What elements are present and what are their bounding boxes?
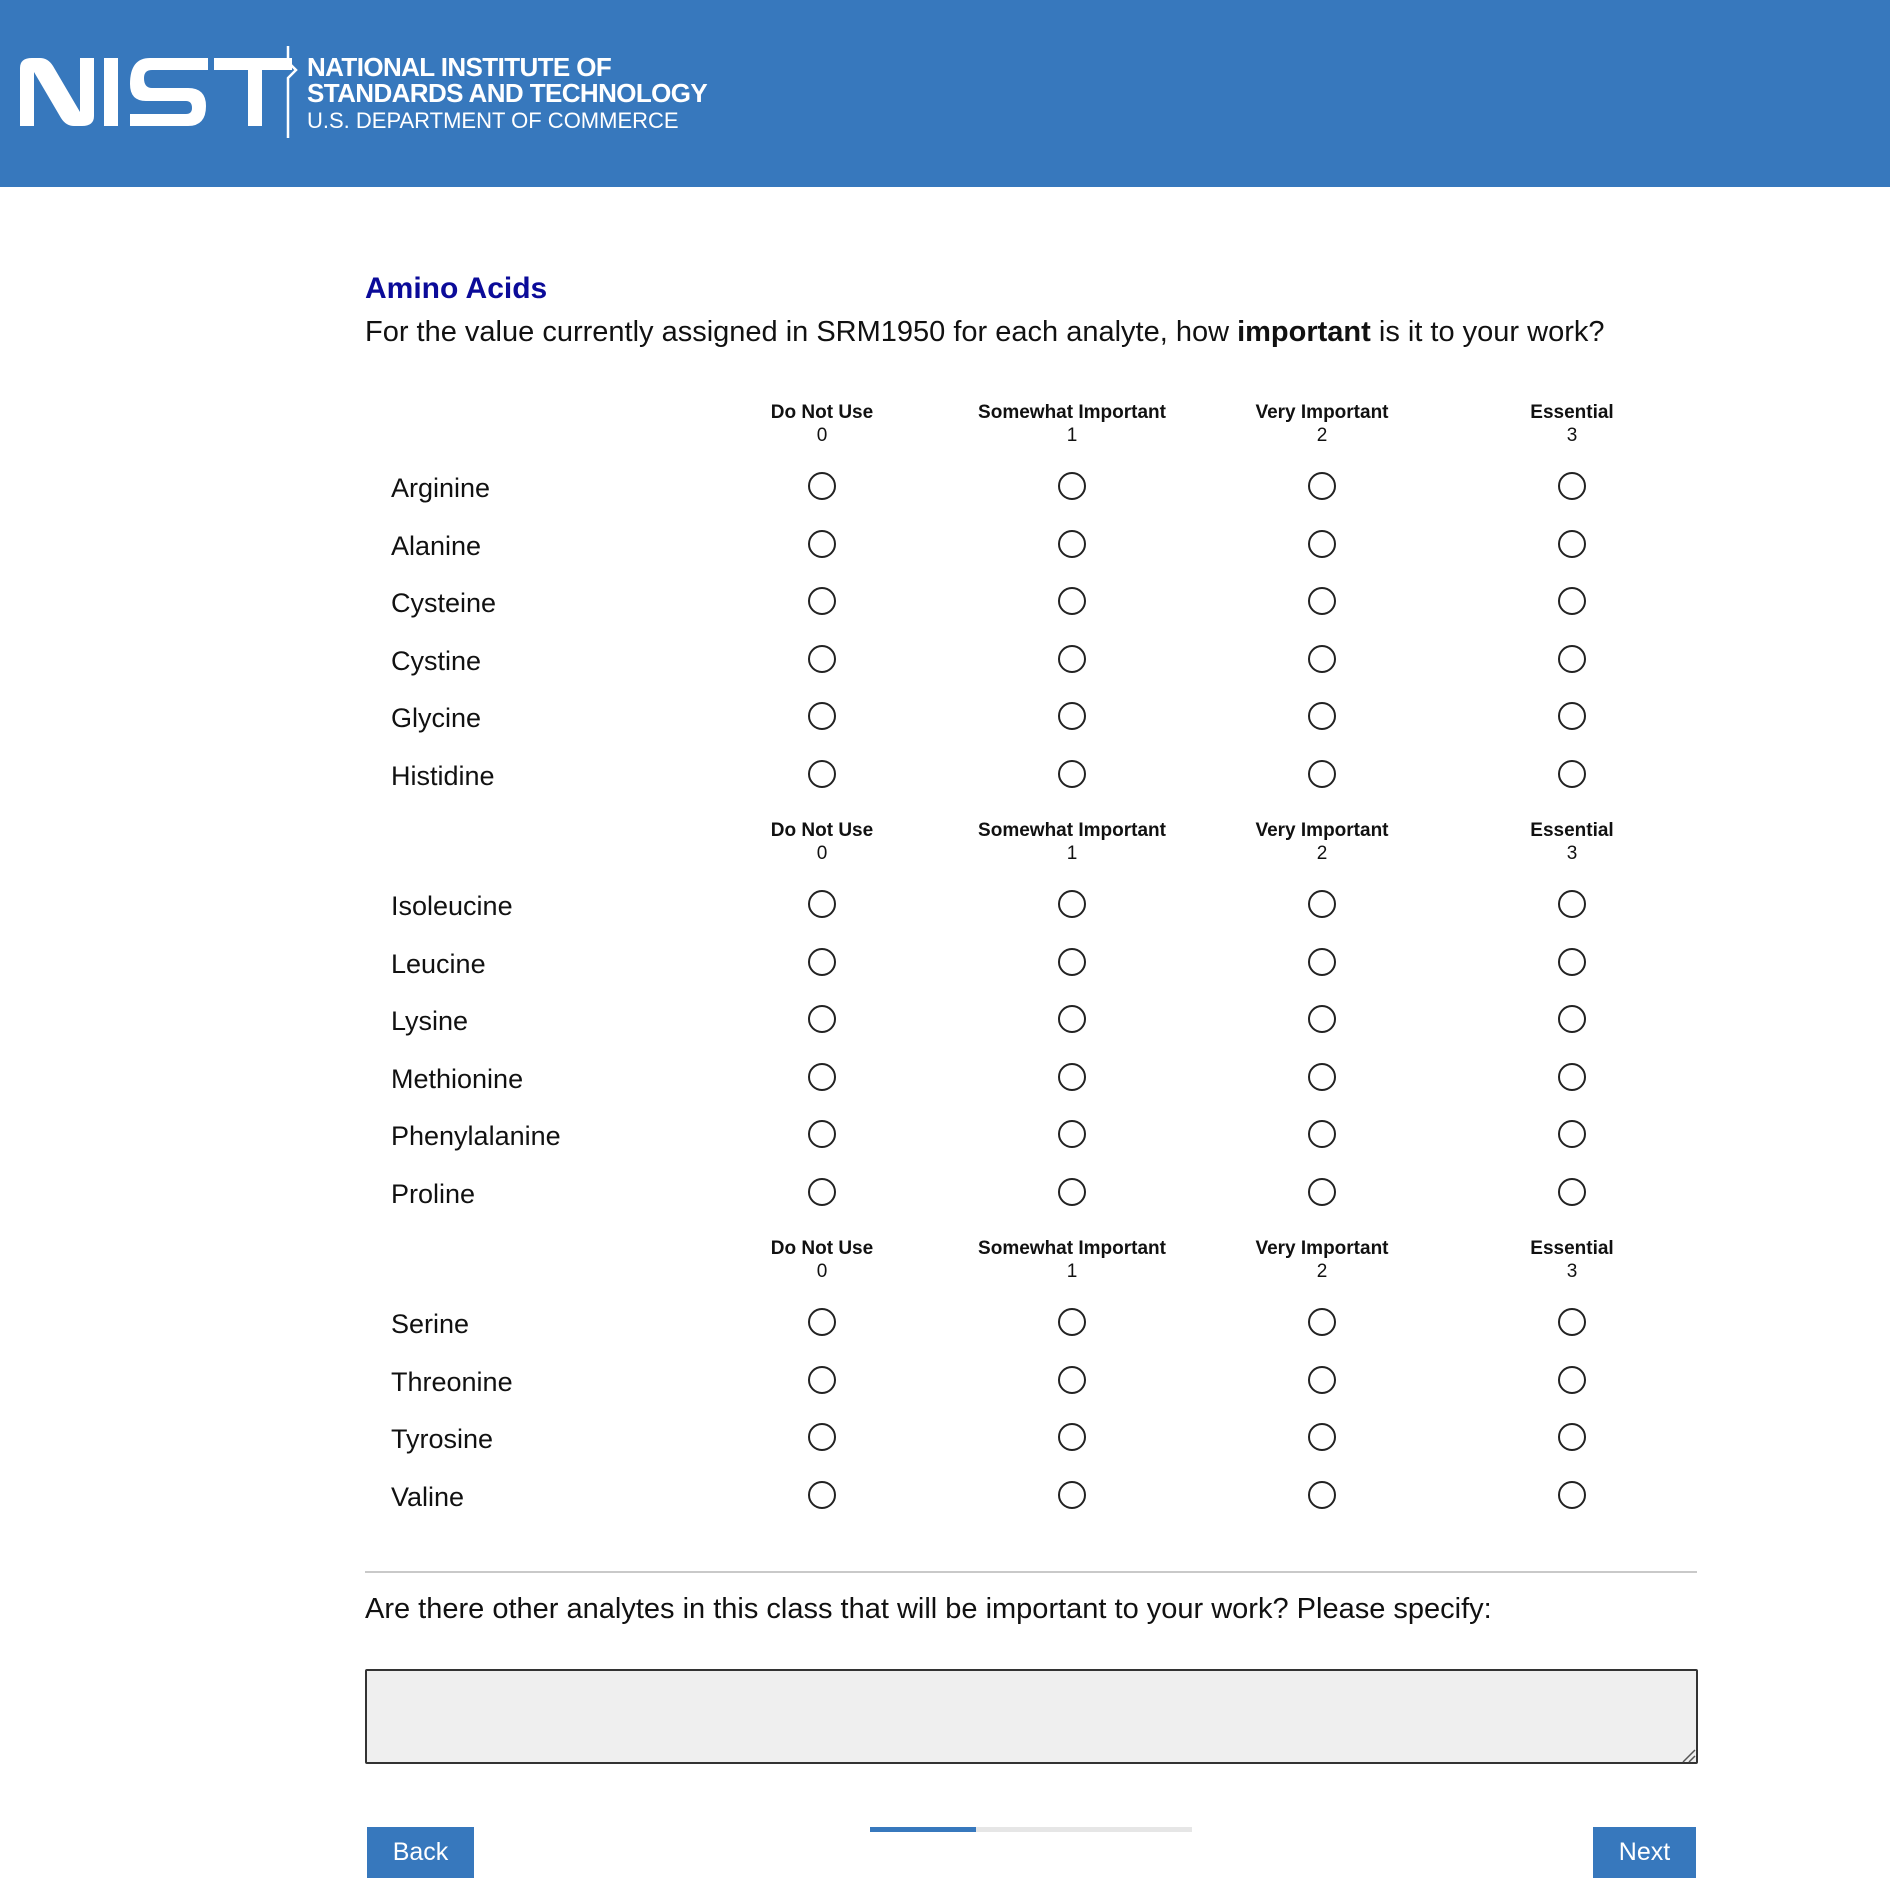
analyte-label: Proline	[391, 1179, 476, 1209]
other-analytes-input[interactable]	[365, 1669, 1698, 1764]
analyte-label: Isoleucine	[391, 891, 513, 921]
analyte-label: Valine	[391, 1481, 465, 1512]
rating-radio[interactable]	[808, 1481, 836, 1509]
column-header-value: 0	[816, 425, 828, 446]
question-prefix: For the value currently assigned in SRM1950 for each analyte, how	[365, 316, 1238, 348]
column-header-label: Do Not Use	[770, 1238, 874, 1259]
progress-bar-fill	[870, 1827, 976, 1832]
rating-radio[interactable]	[1558, 1005, 1586, 1033]
agency-name	[307, 54, 707, 133]
column-header-label: Do Not Use	[770, 402, 874, 423]
progress-bar	[870, 1827, 1192, 1832]
rating-radio[interactable]	[1058, 1423, 1086, 1451]
rating-radio[interactable]	[1558, 1063, 1586, 1091]
analyte-label: Methionine	[391, 1063, 524, 1094]
rating-radio[interactable]	[808, 702, 836, 730]
analyte-label: Phenylalanine	[391, 1121, 561, 1152]
column-header-value: 2	[1316, 1261, 1328, 1282]
rating-radio[interactable]	[1058, 760, 1086, 788]
rating-radio[interactable]	[1308, 890, 1336, 918]
rating-radio[interactable]	[1558, 1308, 1586, 1336]
rating-radio[interactable]	[1558, 645, 1586, 673]
rating-radio[interactable]	[1058, 1481, 1086, 1509]
rating-radio[interactable]	[1308, 1423, 1336, 1451]
nist-logo	[18, 42, 300, 142]
column-header	[1442, 1237, 1702, 1283]
question-emphasis: important	[1237, 316, 1371, 348]
column-header-label: Very Important	[1255, 820, 1389, 841]
column-header-label: Very Important	[1255, 1238, 1389, 1259]
rating-radio[interactable]	[1058, 645, 1086, 673]
analyte-label: Tyrosine	[391, 1424, 494, 1455]
rating-radio[interactable]	[1558, 890, 1586, 918]
rating-radio[interactable]	[1558, 472, 1586, 500]
rating-radio[interactable]	[1558, 1366, 1586, 1394]
rating-radio[interactable]	[808, 890, 836, 918]
question-text	[365, 316, 1605, 349]
agency-line-1: NATIONAL INSTITUTE OF	[307, 52, 612, 82]
rating-radio[interactable]	[1308, 702, 1336, 730]
rating-radio[interactable]	[1308, 1120, 1336, 1148]
rating-radio[interactable]	[808, 645, 836, 673]
rating-radio[interactable]	[808, 760, 836, 788]
resize-grip-icon[interactable]	[1680, 1747, 1696, 1763]
rating-radio[interactable]	[808, 948, 836, 976]
rating-radio[interactable]	[1058, 1366, 1086, 1394]
rating-radio[interactable]	[808, 530, 836, 558]
rating-radio[interactable]	[808, 1423, 836, 1451]
section-title: Amino Acids	[365, 272, 548, 305]
other-analytes-question: Are there other analytes in this class that will be important to your work? Please specify:	[365, 1593, 1492, 1625]
rating-radio[interactable]	[1308, 1063, 1336, 1091]
column-header-value: 3	[1566, 425, 1578, 446]
next-button[interactable]: Next	[1593, 1827, 1696, 1878]
column-header	[942, 819, 1202, 865]
column-header-value: 1	[1066, 843, 1078, 864]
rating-radio[interactable]	[808, 1120, 836, 1148]
rating-radio[interactable]	[1558, 702, 1586, 730]
section-divider	[365, 1571, 1697, 1573]
column-header-value: 1	[1066, 425, 1078, 446]
rating-radio[interactable]	[1058, 530, 1086, 558]
analyte-label: Cysteine	[391, 588, 497, 619]
analyte-label: Glycine	[391, 703, 482, 734]
rating-radio[interactable]	[1058, 1308, 1086, 1336]
rating-radio[interactable]	[1558, 587, 1586, 615]
rating-radio[interactable]	[1308, 1005, 1336, 1033]
rating-radio[interactable]	[1058, 1120, 1086, 1148]
site-header	[0, 0, 1890, 187]
rating-radio[interactable]	[1558, 1178, 1586, 1206]
column-header-label: Somewhat Important	[978, 1238, 1166, 1259]
column-header-value: 1	[1066, 1261, 1078, 1282]
rating-radio[interactable]	[808, 472, 836, 500]
rating-radio[interactable]	[808, 1178, 836, 1206]
column-header	[1442, 401, 1702, 447]
analyte-label: Leucine	[391, 948, 486, 979]
rating-radio[interactable]	[1308, 1308, 1336, 1336]
analyte-label: Cystine	[391, 645, 482, 676]
rating-radio[interactable]	[1558, 1481, 1586, 1509]
analyte-label: Histidine	[391, 761, 495, 791]
analyte-label: Threonine	[391, 1366, 513, 1397]
rating-radio[interactable]	[808, 1063, 836, 1091]
column-header	[942, 1237, 1202, 1283]
rating-radio[interactable]	[1058, 948, 1086, 976]
rating-radio[interactable]	[1308, 530, 1336, 558]
agency-line-2: STANDARDS AND TECHNOLOGY	[307, 78, 708, 108]
rating-radio[interactable]	[1308, 948, 1336, 976]
column-header	[1192, 1237, 1452, 1283]
rating-radio[interactable]	[1558, 948, 1586, 976]
question-suffix: is it to your work?	[1370, 316, 1605, 348]
rating-radio[interactable]	[1058, 1005, 1086, 1033]
analyte-label: Serine	[391, 1309, 470, 1339]
rating-radio[interactable]	[1058, 890, 1086, 918]
analyte-label: Lysine	[391, 1006, 469, 1037]
rating-radio[interactable]	[1308, 1366, 1336, 1394]
rating-radio[interactable]	[1308, 587, 1336, 615]
column-header	[692, 401, 952, 447]
column-header	[692, 819, 952, 865]
rating-radio[interactable]	[1308, 645, 1336, 673]
rating-radio[interactable]	[1308, 1178, 1336, 1206]
rating-radio[interactable]	[808, 1366, 836, 1394]
column-header	[1192, 401, 1452, 447]
back-button[interactable]: Back	[367, 1827, 474, 1878]
rating-radio[interactable]	[1558, 1423, 1586, 1451]
rating-radio[interactable]	[1558, 760, 1586, 788]
rating-radio[interactable]	[1058, 702, 1086, 730]
column-header-label: Essential	[1530, 1238, 1614, 1259]
rating-radio[interactable]	[1058, 587, 1086, 615]
rating-radio[interactable]	[808, 1005, 836, 1033]
column-header-label: Somewhat Important	[978, 402, 1166, 423]
column-header-value: 0	[816, 1261, 828, 1282]
rating-radio[interactable]	[1058, 1178, 1086, 1206]
column-header-label: Essential	[1530, 820, 1614, 841]
column-header-value: 3	[1566, 1261, 1578, 1282]
analyte-label: Alanine	[391, 530, 482, 561]
column-header	[942, 401, 1202, 447]
rating-radio[interactable]	[1308, 760, 1336, 788]
column-header-label: Essential	[1530, 402, 1614, 423]
column-header	[1442, 819, 1702, 865]
rating-radio[interactable]	[808, 1308, 836, 1336]
analyte-label: Arginine	[391, 473, 491, 503]
rating-radio[interactable]	[1308, 472, 1336, 500]
column-header-value: 0	[816, 843, 828, 864]
rating-radio[interactable]	[1558, 530, 1586, 558]
column-header-label: Somewhat Important	[978, 820, 1166, 841]
agency-department: U.S. DEPARTMENT OF COMMERCE	[307, 108, 679, 133]
rating-radio[interactable]	[808, 587, 836, 615]
rating-radio[interactable]	[1308, 1481, 1336, 1509]
column-header-label: Very Important	[1255, 402, 1389, 423]
rating-radio[interactable]	[1558, 1120, 1586, 1148]
column-header	[1192, 819, 1452, 865]
column-header-value: 2	[1316, 843, 1328, 864]
rating-radio[interactable]	[1058, 472, 1086, 500]
column-header	[692, 1237, 952, 1283]
column-header-value: 2	[1316, 425, 1328, 446]
rating-radio[interactable]	[1058, 1063, 1086, 1091]
column-header-label: Do Not Use	[770, 820, 874, 841]
column-header-value: 3	[1566, 843, 1578, 864]
